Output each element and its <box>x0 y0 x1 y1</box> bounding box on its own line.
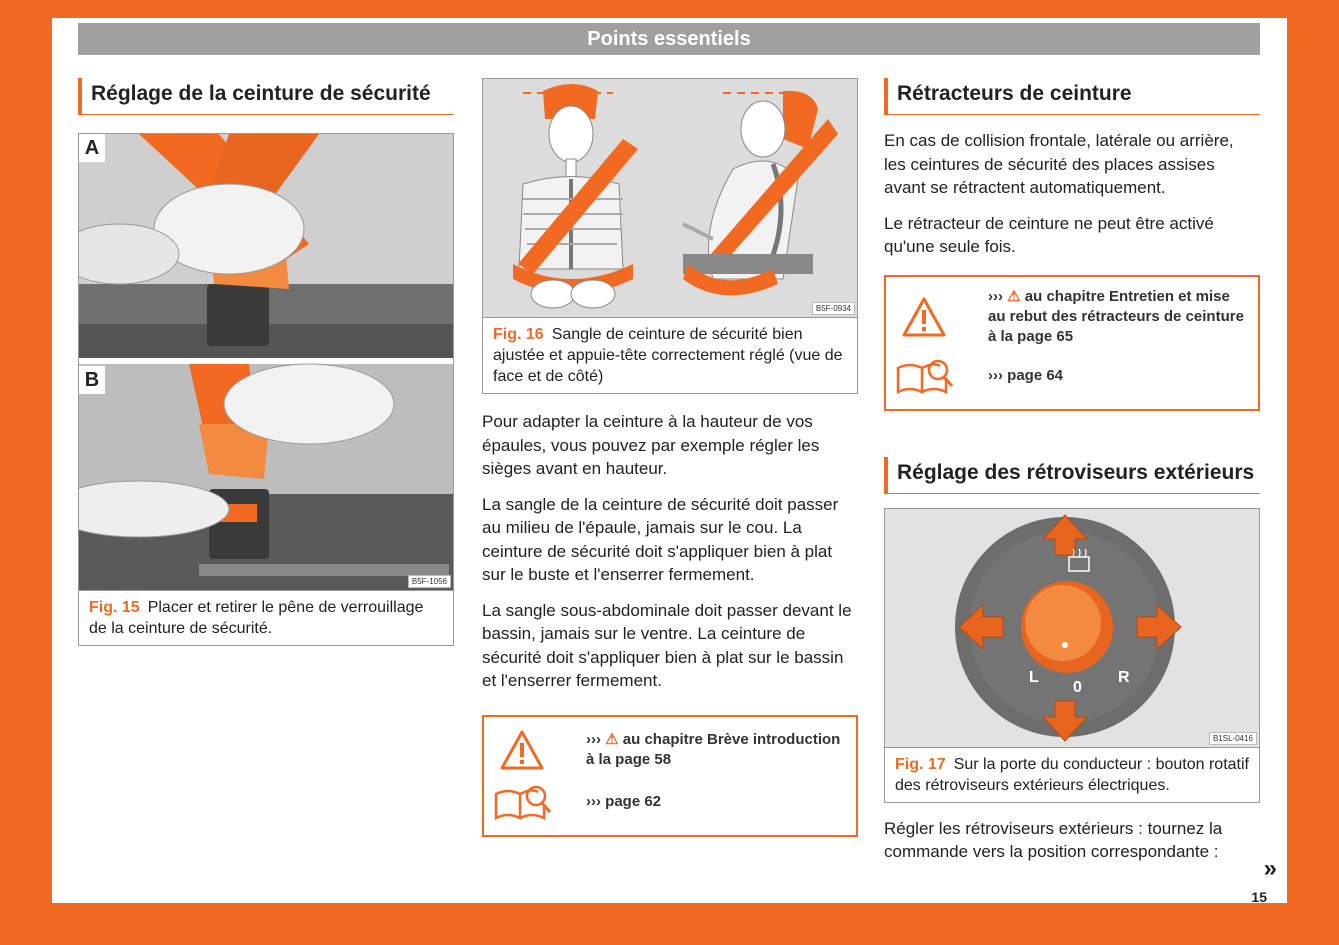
figure-caption-text: Sangle de ceinture de sécurité bien ajustée et appuie-tête correctement réglé (vue de face et de côté) <box>493 326 843 385</box>
seatbelt-skeleton-illustration <box>483 79 857 317</box>
paragraph: En cas de collision frontale, latérale ou arrière, les ceintures de sécurité des places assises avant se rétractent automatiquement. <box>884 131 1234 197</box>
knob-position-left: L <box>1029 668 1039 686</box>
figure-caption-text: Placer et retirer le pêne de verrouillage de la ceinture de sécurité. <box>89 599 424 637</box>
figure-label: Fig. 17 <box>895 755 946 773</box>
figure-15-image <box>79 134 453 590</box>
page <box>52 18 1287 903</box>
paragraph: La sangle sous-abdominale doit passer devant le bassin, jamais sur le ventre. La ceinture de sécurité doit s'appliquer bien à plat sur le bassin et l'enserrer fermement. <box>482 600 852 690</box>
figure-17-image <box>885 509 1259 747</box>
paragraph: La sangle de la ceinture de sécurité doit passer au milieu de l'épaule, jamais sur le cou. La ceinture de sécurité doit s'appliquer bien à plat sur le buste et l'enserrer fermement. <box>482 494 839 584</box>
figure-code: B5F-1056 <box>408 575 451 588</box>
continue-arrow-icon: » <box>1263 855 1277 882</box>
figure-16-caption <box>483 317 857 393</box>
figure-17-caption <box>885 747 1259 802</box>
panel-label-a: A <box>79 134 105 162</box>
book-magnifier-icon <box>894 353 954 399</box>
reference-row <box>894 353 1250 399</box>
page-reference-link[interactable]: ››› page 64 <box>988 366 1064 384</box>
warning-symbol: ⚠ <box>1007 287 1021 305</box>
knob-position-right: R <box>1118 668 1130 686</box>
page-reference-link[interactable]: ››› page 62 <box>586 792 662 810</box>
paragraph: Pour adapter la ceinture à la hauteur de vos épaules, vous pouvez par exemple régler les sièges avant en hauteur. <box>482 412 820 478</box>
figure-15 <box>78 133 454 646</box>
section-title-mirrors: Réglage des rétroviseurs extérieurs <box>884 457 1260 494</box>
warning-box <box>884 275 1260 411</box>
warning-symbol: ⚠ <box>605 730 619 748</box>
figure-code: B5F-0934 <box>812 302 855 315</box>
warning-row <box>894 287 1250 347</box>
figure-16-image <box>483 79 857 317</box>
warning-box <box>482 715 858 837</box>
column-seatbelt-fit <box>482 78 858 837</box>
figure-15-caption <box>79 590 453 645</box>
column-retractors <box>884 78 1260 864</box>
link-prefix: ››› <box>988 287 1003 305</box>
mirror-knob-illustration <box>885 509 1259 747</box>
link-prefix: ››› <box>586 730 601 748</box>
column-seatbelt-adjust <box>78 78 454 646</box>
figure-code: B1SL-0416 <box>1209 732 1257 745</box>
figure-caption-text: Sur la porte du conducteur : bouton rotatif des rétroviseurs extérieurs électriques. <box>895 755 1249 794</box>
page-number: 15 <box>1251 889 1267 905</box>
panel-label-b: B <box>79 366 105 394</box>
figure-16 <box>482 78 858 394</box>
page-header: Points essentiels <box>78 23 1260 55</box>
knob-position-off: 0 <box>1073 678 1082 696</box>
seatbelt-buckle-illustration <box>79 134 453 590</box>
reference-row <box>492 779 848 825</box>
figure-label: Fig. 15 <box>89 599 140 616</box>
warning-text: au chapitre Entretien et mise au rebut des rétracteurs de ceinture à la page 65 <box>988 287 1244 345</box>
warning-link[interactable] <box>988 287 1250 347</box>
warning-link[interactable] <box>586 730 848 770</box>
warning-triangle-icon <box>492 727 552 773</box>
section-title-retractors: Rétracteurs de ceinture <box>884 78 1260 115</box>
warning-text: au chapitre Brève introduction à la page 58 <box>586 730 841 768</box>
paragraph: Régler les rétroviseurs extérieurs : tournez la commande vers la position correspondante : <box>884 818 1223 861</box>
book-magnifier-icon <box>492 779 552 825</box>
section-title-seatbelt: Réglage de la ceinture de sécurité <box>78 78 454 115</box>
figure-17 <box>884 508 1260 803</box>
warning-row <box>492 727 848 773</box>
paragraph: Le rétracteur de ceinture ne peut être activé qu'une seule fois. <box>884 213 1214 256</box>
figure-label: Fig. 16 <box>493 326 544 343</box>
warning-triangle-icon <box>894 294 954 340</box>
